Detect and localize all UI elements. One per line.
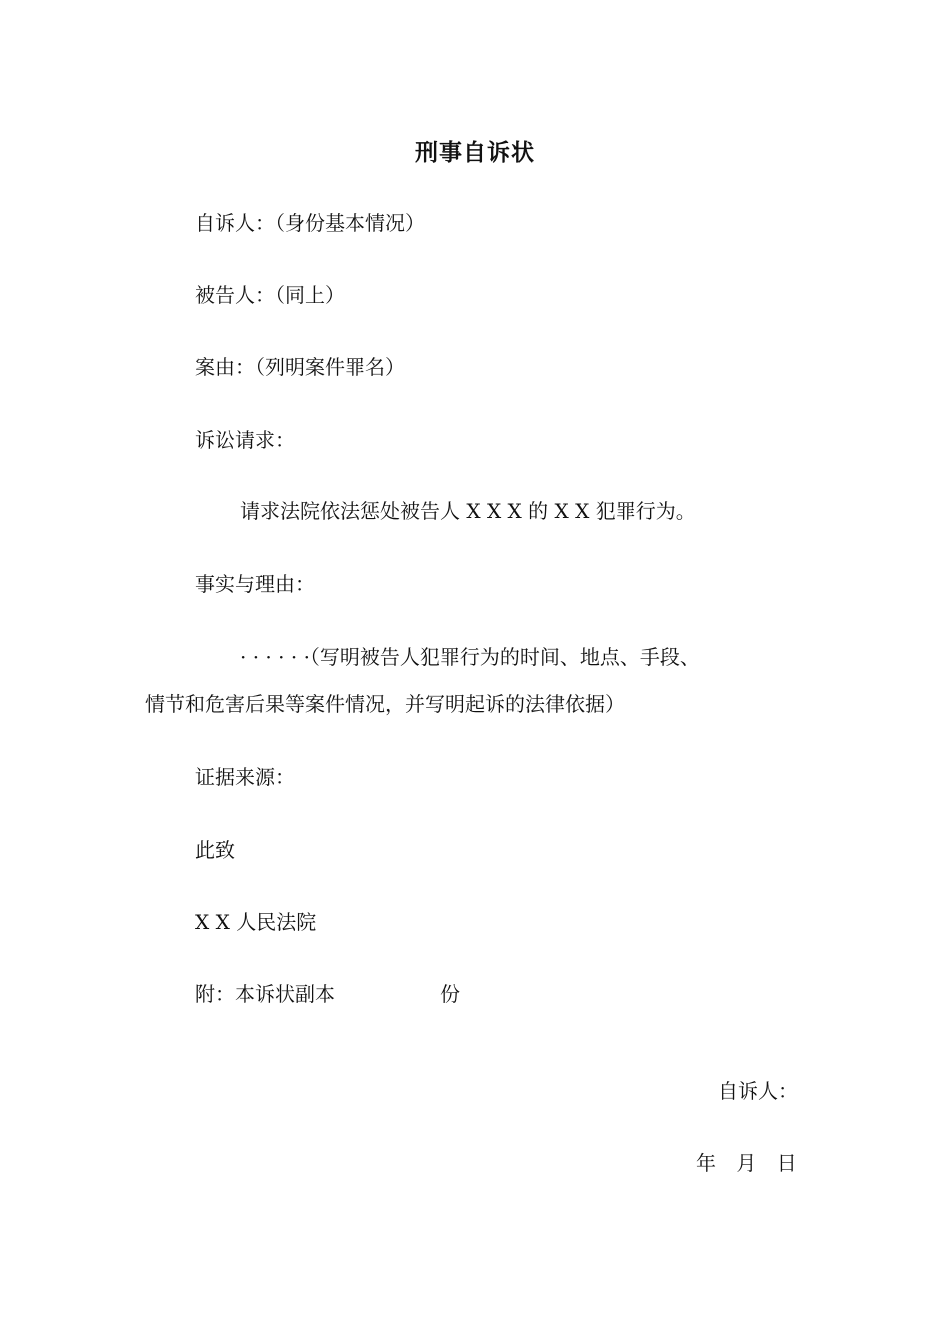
defendant-line: 被告人：（同上） xyxy=(195,283,345,307)
facts-text-line-1: · · · · · ·（写明被告人犯罪行为的时间、地点、手段、 xyxy=(240,645,700,669)
salutation: 此致 xyxy=(195,838,235,862)
plaintiff-line: 自诉人：（身份基本情况） xyxy=(195,211,425,235)
facts-text-line-2: 情节和危害后果等案件情况，并写明起诉的法律依据） xyxy=(145,692,625,716)
document-title: 刑事自诉状 xyxy=(415,140,535,166)
signature-line: 自诉人： xyxy=(718,1079,798,1103)
cause-line: 案由：（列明案件罪名） xyxy=(195,355,405,379)
claims-text: 请求法院依法惩处被告人 X X X 的 X X 犯罪行为。 xyxy=(240,499,696,523)
evidence-heading: 证据来源： xyxy=(195,765,295,789)
attachment-copies-unit: 份 xyxy=(440,982,460,1006)
claims-heading: 诉讼请求： xyxy=(195,428,295,452)
facts-heading: 事实与理由： xyxy=(195,572,315,596)
date-line: 年 月 日 xyxy=(696,1151,797,1175)
court-name: X X 人民法院 xyxy=(195,910,317,934)
attachment-line: 附：本诉状副本 xyxy=(195,982,335,1006)
